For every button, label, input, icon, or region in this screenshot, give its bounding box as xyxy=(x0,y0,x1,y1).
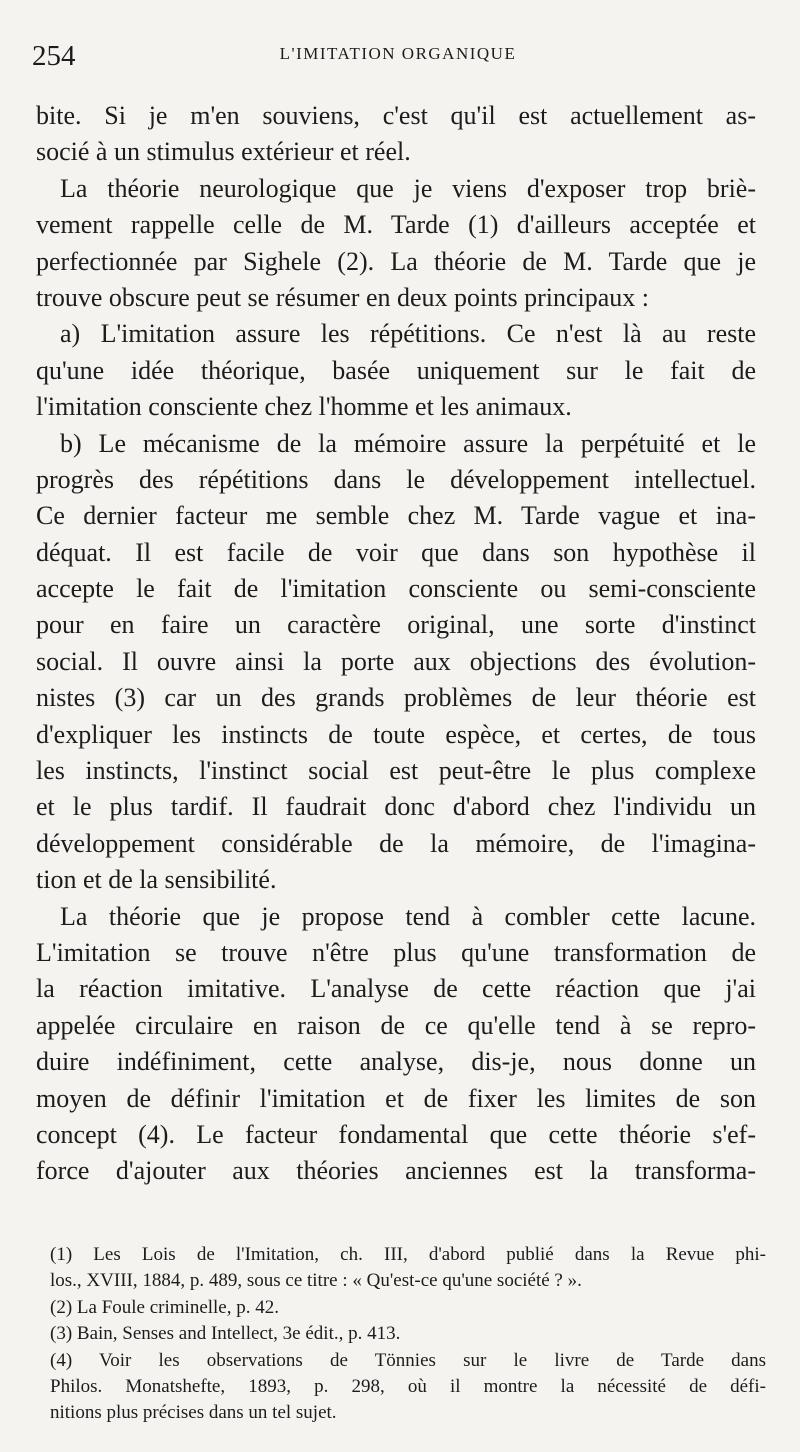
footnote-line: (1) Les Lois de l'Imitation, ch. III, d'abord publié dans la Revue phi- xyxy=(50,1244,766,1265)
text-line: L'imitation se trouve n'être plus qu'une transformation de xyxy=(36,937,756,967)
text-line: La théorie neurologique que je viens d'exposer trop briè- xyxy=(60,173,756,203)
page-header xyxy=(28,40,768,72)
text-line: qu'une idée théorique, basée uniquement sur le fait de xyxy=(36,355,756,385)
footnote-line: nitions plus précises dans un tel sujet. xyxy=(50,1402,337,1424)
text-line: social. Il ouvre ainsi la porte aux objections des évolution- xyxy=(36,646,756,676)
text-line: nistes (3) car un des grands problèmes de leur théorie est xyxy=(36,683,756,713)
text-line: La théorie que je propose tend à combler cette lacune. xyxy=(60,901,756,931)
text-line: progrès des répétitions dans le développement intellectuel. xyxy=(36,464,756,494)
text-line: l'imitation consciente chez l'homme et les animaux. xyxy=(36,392,572,422)
footnote-line: (3) Bain, Senses and Intellect, 3e édit., p. 413. xyxy=(50,1323,401,1345)
footnote-line: Philos. Monatshefte, 1893, p. 298, où il montre la nécessité de défi- xyxy=(50,1375,766,1397)
footnote-line: los., XVIII, 1884, p. 489, sous ce titre : « Qu'est-ce qu'une société ? ». xyxy=(50,1270,582,1292)
footnote-line: (2) La Foule criminelle, p. 42. xyxy=(50,1296,279,1318)
text-line: vement rappelle celle de M. Tarde (1) d'ailleurs acceptée et xyxy=(36,210,756,240)
text-line: développement considérable de la mémoire, de l'imagina- xyxy=(36,828,756,858)
text-line: pour en faire un caractère original, une sorte d'instinct xyxy=(36,610,756,640)
text-line: les instincts, l'instinct social est peut-être le plus complexe xyxy=(36,756,756,786)
body-text xyxy=(36,98,756,1190)
text-line: concept (4). Le facteur fondamental que cette théorie s'ef- xyxy=(36,1119,756,1149)
footnote-line: (4) Voir les observations de Tönnies sur le livre de Tarde dans xyxy=(50,1349,766,1371)
text-line: socié à un stimulus extérieur et réel. xyxy=(36,137,411,167)
text-line: perfectionnée par Sighele (2). La théorie de M. Tarde que je xyxy=(36,246,756,276)
text-line: bite. Si je m'en souviens, c'est qu'il est actuellement as- xyxy=(36,101,756,130)
text-line: Ce dernier facteur me semble chez M. Tarde vague et ina- xyxy=(36,501,756,531)
page-number: 254 xyxy=(32,40,76,72)
text-line: appelée circulaire en raison de ce qu'elle tend à se repro- xyxy=(36,1010,756,1040)
text-line: d'expliquer les instincts de toute espèce, et certes, de tous xyxy=(36,719,756,749)
text-line: force d'ajouter aux théories anciennes est la transforma- xyxy=(36,1156,756,1186)
text-line: moyen de définir l'imitation et de fixer les limites de son xyxy=(36,1083,756,1113)
text-line: accepte le fait de l'imitation consciente ou semi-consciente xyxy=(36,574,756,604)
text-line: déquat. Il est facile de voir que dans son hypothèse il xyxy=(36,537,756,567)
text-line: a) L'imitation assure les répétitions. Ce n'est là au reste xyxy=(60,319,756,349)
footnotes xyxy=(50,1242,766,1427)
running-title: L'IMITATION ORGANIQUE xyxy=(279,44,517,63)
text-line: trouve obscure peut se résumer en deux points principaux : xyxy=(36,282,649,312)
text-line: tion et de la sensibilité. xyxy=(36,865,277,895)
text-line: et le plus tardif. Il faudrait donc d'abord chez l'individu un xyxy=(36,792,756,822)
text-line: b) Le mécanisme de la mémoire assure la perpétuité et le xyxy=(60,428,756,458)
text-line: duire indéfiniment, cette analyse, dis-je, nous donne un xyxy=(36,1047,756,1077)
text-line: la réaction imitative. L'analyse de cette réaction que j'ai xyxy=(36,974,756,1004)
